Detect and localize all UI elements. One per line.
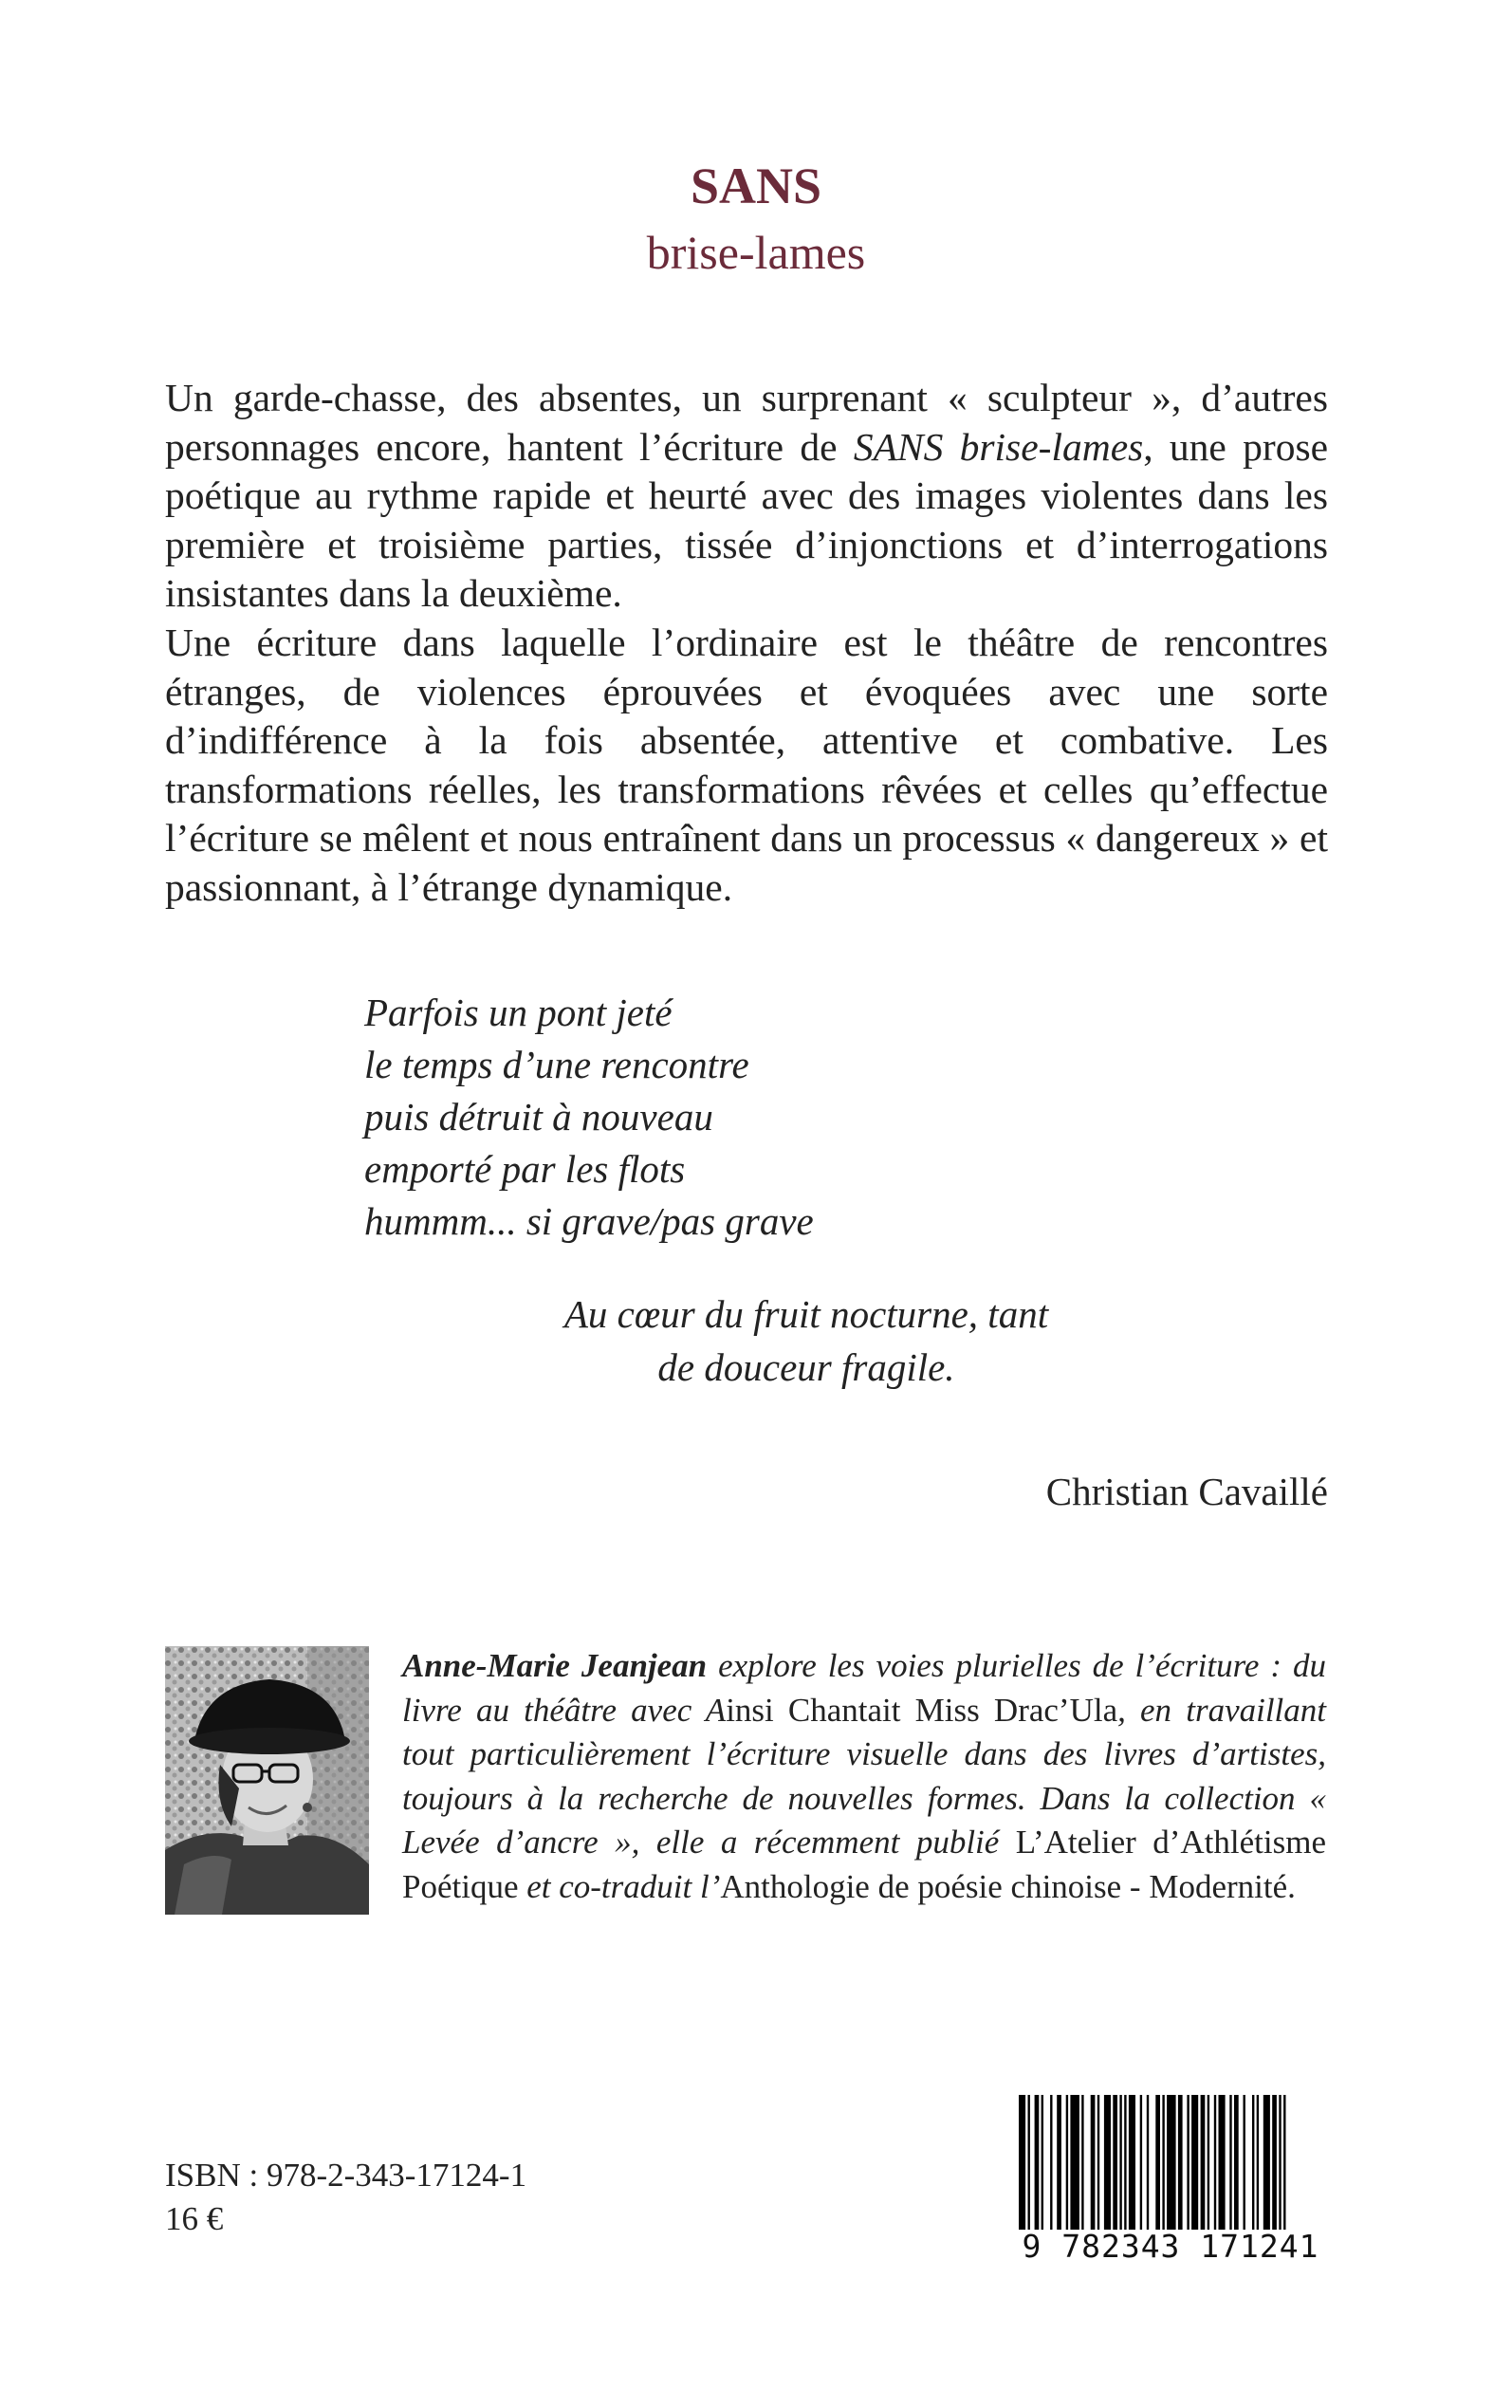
- barcode-bar: [1272, 2095, 1277, 2237]
- barcode-bar: [1201, 2095, 1206, 2237]
- blurb-title-ref: SANS brise-lames: [853, 424, 1144, 469]
- barcode-bar: [1155, 2095, 1160, 2237]
- bio-text: .: [1287, 1867, 1296, 1905]
- barcode-bar: [1263, 2095, 1270, 2237]
- book-title: SANS: [690, 157, 822, 214]
- barcode-bar: [1113, 2095, 1117, 2237]
- poem-line: puis détruit à nouveau: [364, 1095, 713, 1139]
- bio-work-title: L’Atelier d’Athlétisme Poétique: [402, 1824, 1326, 1905]
- book-subtitle: brise-lames: [646, 226, 866, 279]
- barcode-icon: [1013, 2095, 1328, 2237]
- barcode-digits: 9 782343 171241: [1013, 2230, 1328, 2264]
- barcode-bar: [1229, 2095, 1231, 2237]
- barcode-bar: [1124, 2095, 1126, 2237]
- poem-couplet-line: Au cœur du fruit nocturne, tant: [563, 1292, 1049, 1336]
- poem-line: emporté par les flots: [364, 1147, 686, 1191]
- barcode-bar: [1091, 2095, 1096, 2237]
- bio-work-title: insi Chantait Miss Drac’Ula: [726, 1691, 1118, 1729]
- barcode-bar: [1257, 2095, 1259, 2237]
- barcode-bar: [1119, 2095, 1121, 2237]
- bio-work-title: Anthologie de poésie chinoise - Modernité: [720, 1867, 1288, 1905]
- barcode-bar: [1234, 2095, 1239, 2237]
- barcode-bar: [1178, 2095, 1183, 2237]
- barcode-bar: [1019, 2095, 1025, 2237]
- barcode-bar: [1191, 2095, 1198, 2237]
- poem-couplet: [474, 1287, 1138, 1394]
- blurb-text: Un garde-chasse, des absentes, un surprenant « sculpteur », d’autres personnages encore, hantent l’écriture de: [165, 376, 1328, 469]
- bio-text: , en travaillant tout particulièrement l’écriture visuelle dans des livres d’artistes, toujours à la recherche de nouvelles formes. Dans la collection « Levée d’ancre », elle a récemment publié: [402, 1691, 1326, 1861]
- isbn-label: ISBN : 978-2-343-17124-1: [165, 2157, 527, 2194]
- barcode-bar: [1252, 2095, 1254, 2237]
- poem-line: le temps d’une rencontre: [364, 1043, 749, 1086]
- bio-text: et co-traduit l’: [518, 1867, 721, 1905]
- blurb-text: , une prose poétique au rythme rapide et heurté avec des images violentes dans les première et troisième parties, tissée d’injonctions et d’interrogations insistantes dans la deuxième.: [165, 424, 1329, 616]
- barcode-bar: [1187, 2095, 1189, 2237]
- barcode-bar: [1214, 2095, 1216, 2237]
- barcode-bar: [1208, 2095, 1209, 2237]
- barcode-bar: [1066, 2095, 1068, 2237]
- barcode-bar: [1028, 2095, 1030, 2237]
- poem-line: Parfois un pont jeté: [364, 991, 673, 1034]
- blurb-paragraph-2: Une écriture dans laquelle l’ordinaire est le théâtre de rencontres étranges, de violences éprouvées et évoquées avec une sorte d’indifférence à la fois absentée, attentive et combative. Les transformations réelles, les transformations rêvées et celles qu’effectue l’écriture se mêlent et nous entraînent dans un processus « dangereux » et passionnant, à l’étrange dynamique.: [165, 620, 1328, 909]
- price-label: 16 €: [165, 2200, 224, 2237]
- barcode-bar: [1104, 2095, 1111, 2237]
- bio-text: explore les voies plurielles de l’écriture : du livre au théâtre avec A: [402, 1647, 1326, 1729]
- barcode: [1013, 2095, 1328, 2264]
- barcode-bar: [1057, 2095, 1061, 2237]
- poem-line: hummm... si grave/pas grave: [364, 1199, 814, 1243]
- barcode-bar: [1070, 2095, 1079, 2237]
- barcode-bar: [1140, 2095, 1142, 2237]
- barcode-bar: [1279, 2095, 1281, 2237]
- poem-excerpt: [364, 987, 814, 1248]
- barcode-bar: [1147, 2095, 1149, 2237]
- barcode-bar: [1283, 2095, 1285, 2237]
- barcode-bar: [1097, 2095, 1099, 2237]
- title-block: [0, 157, 1512, 282]
- barcode-bar: [1042, 2095, 1043, 2237]
- barcode-bar: [1244, 2095, 1245, 2237]
- barcode-bar: [1167, 2095, 1176, 2237]
- barcode-bar: [1219, 2095, 1226, 2237]
- barcode-bar: [1081, 2095, 1083, 2237]
- barcode-bar: [1129, 2095, 1135, 2237]
- barcode-bar: [1035, 2095, 1040, 2237]
- blurb-paragraph-1: [165, 374, 1328, 619]
- blurb-signature: Christian Cavaillé: [1045, 1470, 1328, 1513]
- author-portrait-icon: [165, 1646, 369, 1915]
- back-cover-blurb: [165, 374, 1328, 913]
- author-name: Anne-Marie Jeanjean: [402, 1647, 708, 1684]
- poem-couplet-line: de douceur fragile.: [657, 1345, 955, 1389]
- barcode-bar: [1162, 2095, 1164, 2237]
- barcode-bar: [1050, 2095, 1052, 2237]
- author-bio: [402, 1644, 1326, 1909]
